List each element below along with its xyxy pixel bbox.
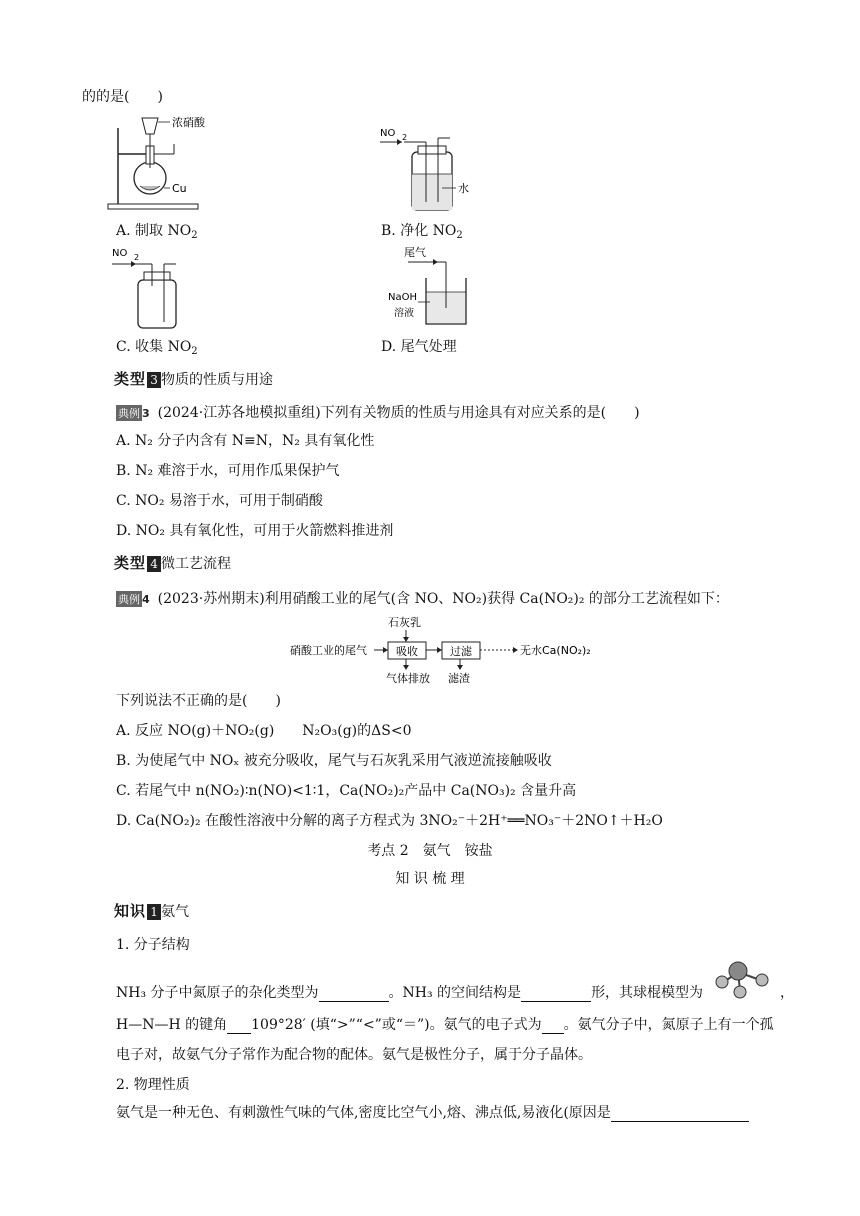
- apparatus-a-figure: [104, 108, 234, 212]
- type4-num: 4: [147, 556, 161, 572]
- paragraph1: NH₃ 分子中氮原子的杂化类型为 。NH₃ 的空间结构是 形，其球棍模型为: [116, 985, 704, 1001]
- apparatus-b-cap2: 水: [458, 182, 469, 195]
- type4-tag: 类型: [114, 554, 147, 572]
- process-flow-diagram: [290, 612, 620, 686]
- type3-heading: [114, 368, 273, 389]
- example4-question: 典例 4 (2023·苏州期末)利用硝酸工业的尾气(含 NO、NO₂)获得 Ca(NO₂)₂ 的部分工艺流程如下：: [118, 591, 729, 607]
- type3-tag: 类型: [114, 370, 147, 388]
- type4-heading: [114, 552, 231, 573]
- example4-option-c: C. 若尾气中 n(NO₂)∶n(NO)<1∶1，Ca(NO₂)₂产品中 Ca(NO₃)₂ 含量升高: [116, 783, 577, 799]
- apparatus-c-figure: [110, 244, 200, 330]
- flow-box-filter: 过滤: [450, 645, 472, 658]
- flow-below2-label: 滤渣: [448, 672, 470, 685]
- apparatus-d-cap3: 溶液: [394, 308, 414, 319]
- ball-stick-model: [712, 960, 776, 1000]
- flow-start-label: 硝酸工业的尾气: [290, 644, 367, 657]
- apparatus-b-cap1: NO: [380, 128, 396, 139]
- flow-box-absorb: 吸收: [396, 645, 418, 658]
- intro-line: 的的是( ): [82, 89, 163, 105]
- section1-title: 1. 分子结构: [116, 937, 190, 953]
- flow-end-label: 无水Ca(NO₂)₂: [520, 644, 591, 657]
- blank-shape[interactable]: [521, 987, 591, 1002]
- option-a-label: A. 制取 $NO_2$: [116, 223, 198, 241]
- example3-option-d: D. NO₂ 具有氧化性，可用于火箭燃料推进剂: [116, 523, 394, 539]
- apparatus-a-cap2: Cu: [172, 182, 187, 195]
- type3-title: 物质的性质与用途: [161, 372, 274, 388]
- example4-option-d: D. Ca(NO₂)₂ 在酸性溶液中分解的离子方程式为 3NO₂⁻＋2H⁺══NO₃⁻＋2NO↑＋H₂O: [116, 813, 663, 829]
- blank-liquefy-reason[interactable]: [611, 1107, 749, 1122]
- paragraph3: 电子对，故氨气分子常作为配合物的配体。氨气是极性分子，属于分子晶体。: [116, 1047, 592, 1063]
- knowledge1-title: 氨气: [161, 904, 190, 920]
- apparatus-d-figure: [386, 244, 486, 330]
- point2-title: 考点 2 氨气 铵盐: [367, 843, 493, 859]
- option-c-label: C. 收集 $NO_2$: [116, 339, 198, 357]
- example3-option-b: B. N₂ 难溶于水，可用作瓜果保护气: [116, 463, 340, 479]
- point2-subtitle: 知 识 梳 理: [395, 871, 465, 887]
- blank-bond-angle[interactable]: [227, 1019, 251, 1034]
- type4-title: 微工艺流程: [161, 556, 232, 572]
- svg-text:2: 2: [402, 133, 408, 142]
- example3-option-a: A. N₂ 分子内含有 N≡N，N₂ 具有氧化性: [116, 433, 375, 449]
- apparatus-a-cap1: 浓硝酸: [172, 116, 205, 129]
- blank-electron-formula[interactable]: [542, 1019, 564, 1034]
- knowledge1-num: 1: [147, 904, 161, 920]
- apparatus-c-cap1: NO: [112, 248, 128, 259]
- example3-option-c: C. NO₂ 易溶于水，可用于制硝酸: [116, 493, 323, 509]
- type3-num: 3: [147, 372, 161, 388]
- paragraph1-end: ，: [780, 985, 794, 1001]
- example4-prompt: 下列说法不正确的是( ): [116, 693, 281, 709]
- example4-tag: 典例: [118, 593, 140, 606]
- section2-title: 2. 物理性质: [116, 1077, 190, 1093]
- option-b-label: B. 净化 $NO_2$: [381, 223, 463, 241]
- flow-top-label: 石灰乳: [388, 616, 421, 629]
- option-d-label: D. 尾气处理: [381, 339, 457, 355]
- example4-option-a: A. 反应 NO(g)＋NO₂(g) N₂O₃(g)的ΔS<0: [116, 723, 412, 739]
- paragraph4: 氨气是一种无色、有刺激性气味的气体,密度比空气小,熔、沸点低,易液化(原因是: [116, 1102, 749, 1122]
- example3-question: 典例 3 (2024·江苏各地模拟重组)下列有关物质的性质与用途具有对应关系的是( ): [118, 405, 640, 421]
- paragraph2: H—N—H 的键角 109°28′ (填“>”“<”或“＝”)。氨气的电子式为 。氨气分子中，氮原子上有一个孤: [116, 1017, 774, 1033]
- example4-option-b: B. 为使尾气中 NOₓ 被充分吸收，尾气与石灰乳采用气液逆流接触吸收: [116, 753, 552, 769]
- svg-text:2: 2: [134, 253, 140, 262]
- knowledge1-heading: [114, 900, 189, 921]
- apparatus-d-cap1: 尾气: [404, 246, 426, 259]
- apparatus-d-cap2: NaOH: [388, 292, 417, 303]
- knowledge1-tag: 知识: [114, 902, 147, 920]
- apparatus-b-figure: [376, 122, 496, 214]
- flow-below1-label: 气体排放: [386, 672, 430, 685]
- example3-tag: 典例: [118, 407, 140, 420]
- blank-hybridization[interactable]: [319, 987, 389, 1002]
